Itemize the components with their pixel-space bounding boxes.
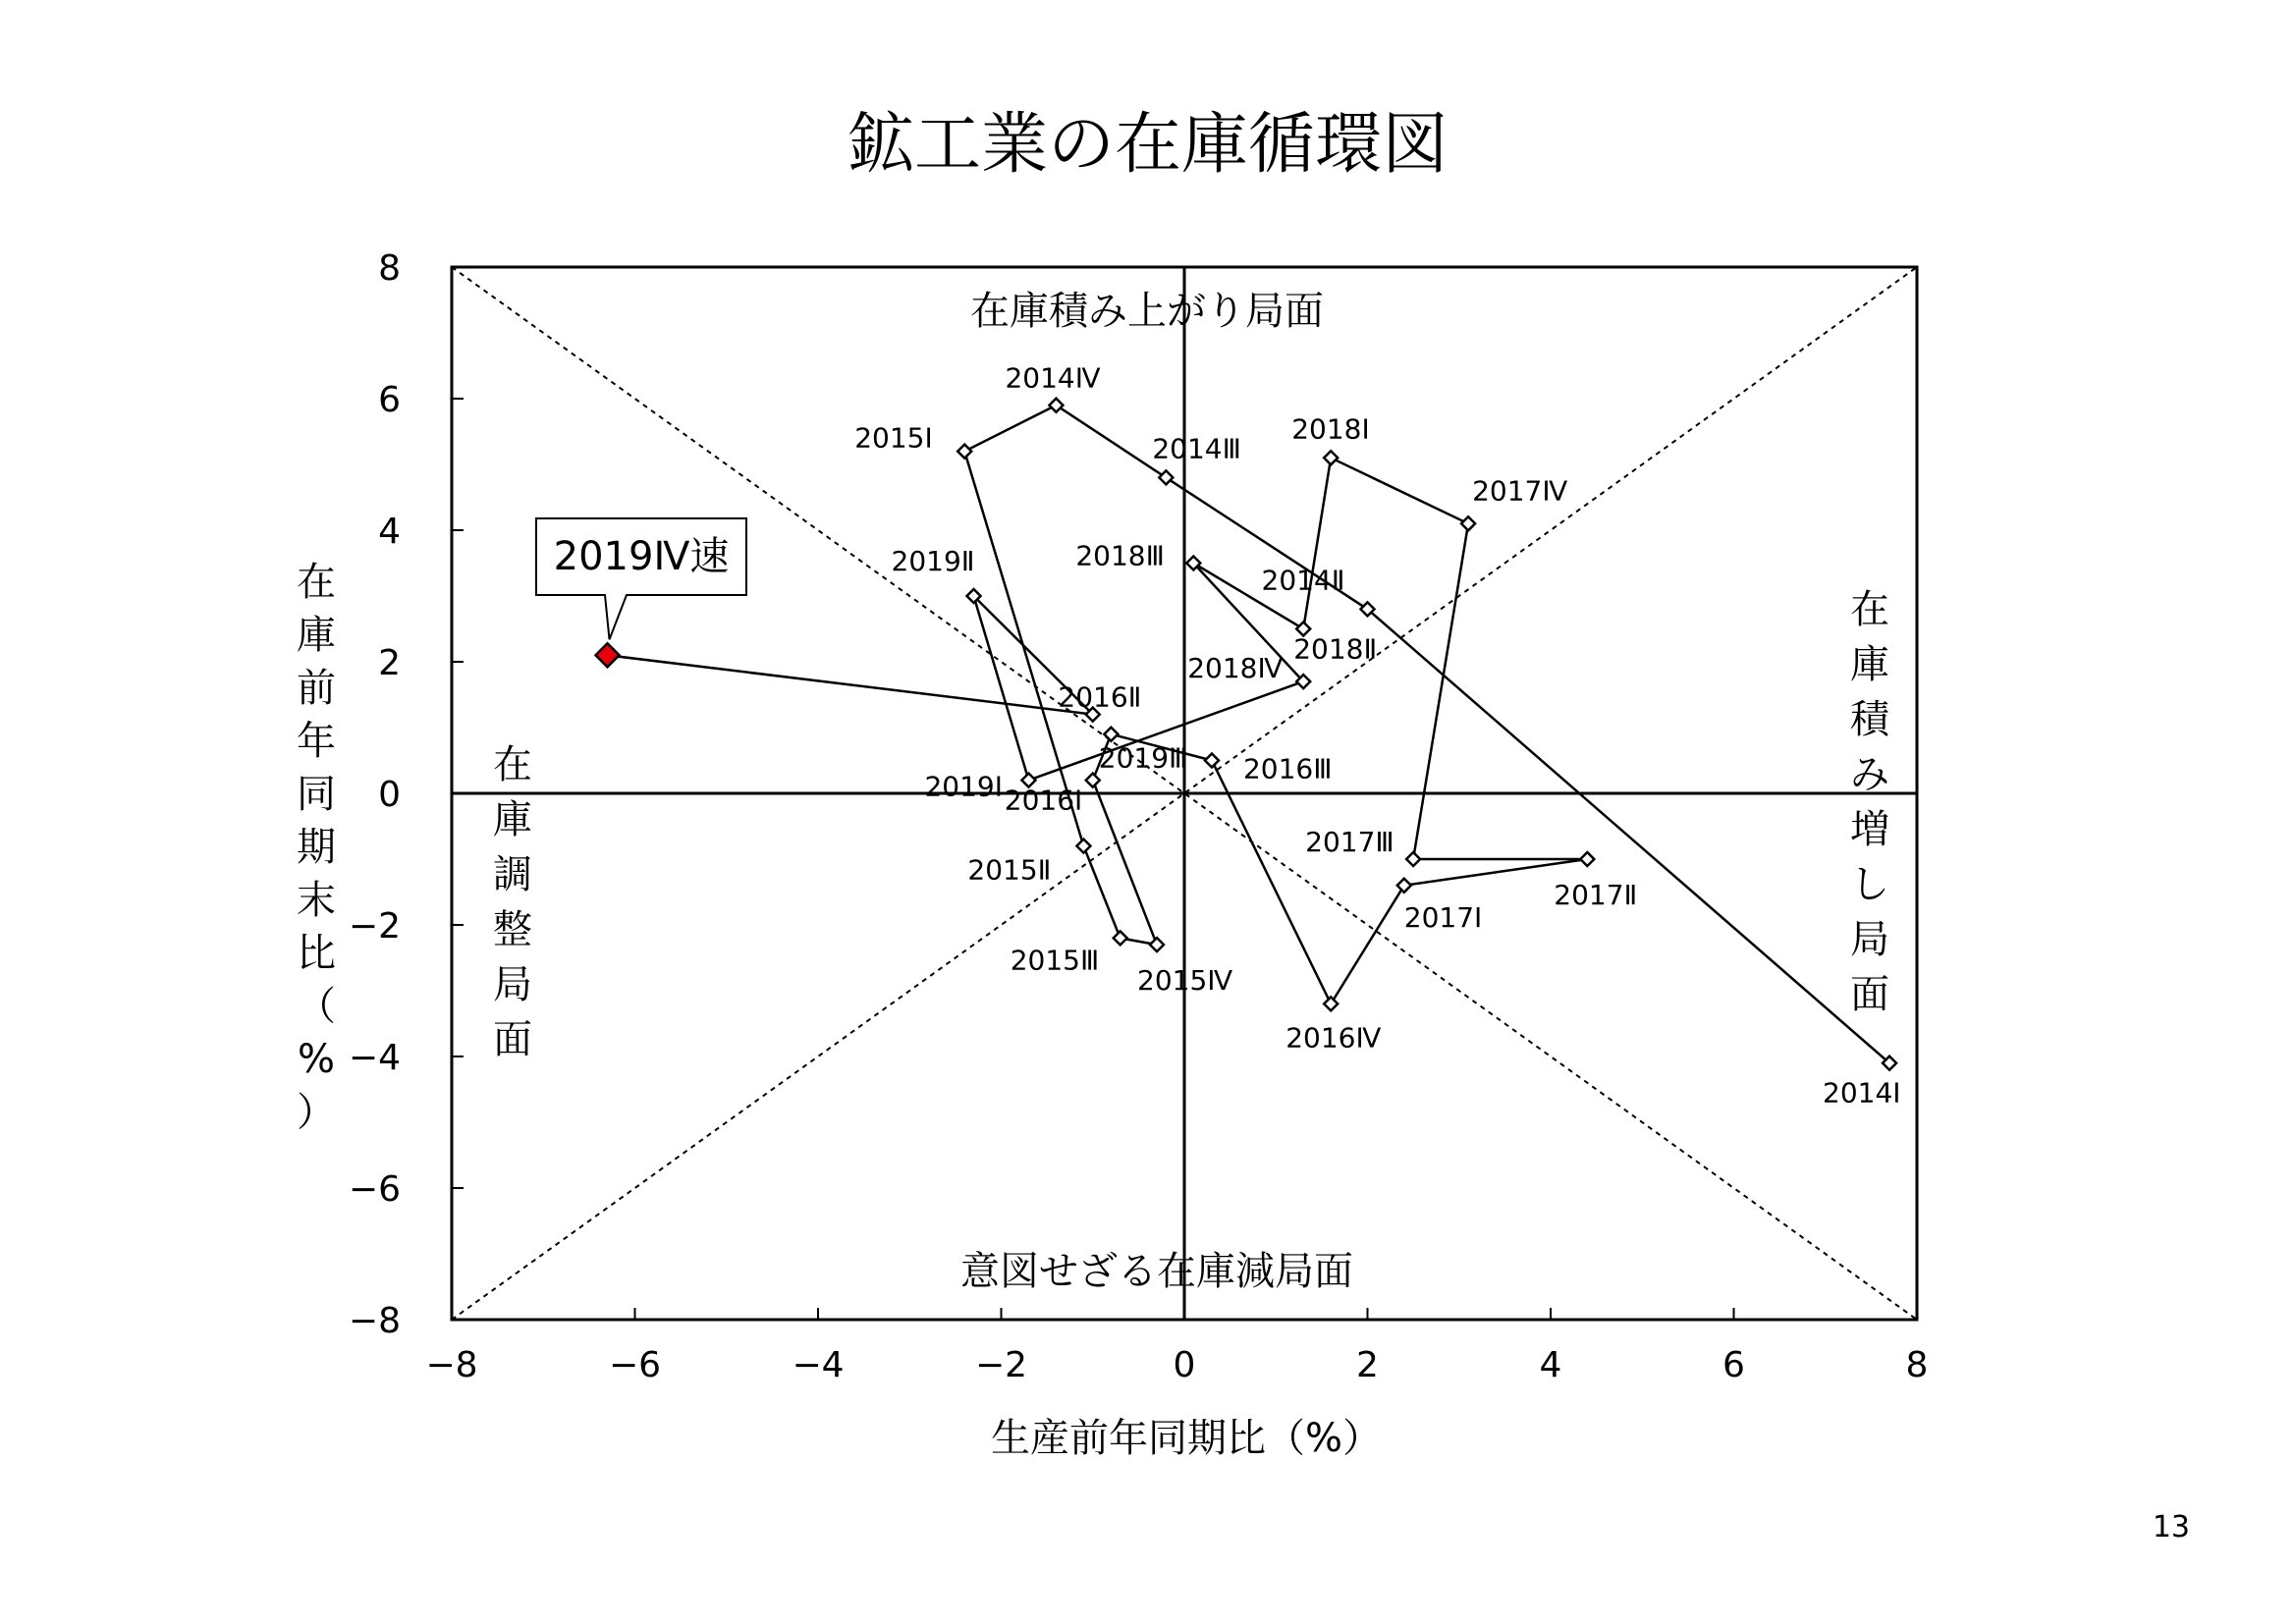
data-point-label: 2017Ⅱ <box>1554 879 1638 911</box>
data-point <box>1397 879 1411 893</box>
data-point-label: 2019Ⅰ <box>924 770 1003 803</box>
data-point <box>1324 451 1338 464</box>
cycle-path-line <box>608 406 1890 1063</box>
data-point-label: 2014Ⅰ <box>1823 1076 1901 1110</box>
y-tick-label: 6 <box>378 380 401 420</box>
data-point-label: 2016Ⅲ <box>1242 752 1333 785</box>
data-point <box>1114 931 1127 945</box>
page-number: 13 <box>2152 1510 2190 1544</box>
tick-labels <box>349 248 1929 1385</box>
y-tick-label: 2 <box>378 643 401 683</box>
x-tick-label: 0 <box>1173 1345 1196 1385</box>
data-point <box>1159 470 1173 484</box>
data-point-label: 2017Ⅳ <box>1472 474 1568 508</box>
x-tick-label: −8 <box>425 1345 478 1385</box>
data-point-label: 2019Ⅲ <box>1098 741 1188 775</box>
data-point <box>1205 754 1219 768</box>
data-point <box>1150 938 1164 951</box>
y-tick-label: 8 <box>378 248 401 289</box>
x-tick-label: 8 <box>1905 1345 1929 1385</box>
data-point-label: 2017Ⅲ <box>1305 826 1394 858</box>
data-point <box>1461 516 1475 530</box>
data-point-label: 2018Ⅲ <box>1075 539 1165 572</box>
data-point-label: 2015Ⅳ <box>1137 964 1233 998</box>
y-tick-label: 0 <box>378 775 401 815</box>
data-point-label: 2014Ⅲ <box>1152 432 1241 465</box>
y-tick-label: −4 <box>348 1038 401 1078</box>
data-point-label: 2015Ⅰ <box>854 421 933 455</box>
data-point <box>1406 852 1420 866</box>
page-title: 鉱工業の在庫循環図 <box>847 106 1449 184</box>
data-point-label: 2018Ⅰ <box>1291 412 1370 446</box>
data-point-label: 2018Ⅱ <box>1293 632 1378 666</box>
data-point <box>1324 997 1338 1010</box>
data-point-label: 2017Ⅰ <box>1403 900 1483 934</box>
y-tick-label: 4 <box>378 512 401 552</box>
data-point <box>957 445 971 459</box>
data-point-latest <box>596 643 620 667</box>
x-tick-label: −2 <box>974 1345 1028 1385</box>
x-tick-label: 6 <box>1722 1345 1745 1385</box>
data-point-label: 2019Ⅱ <box>891 545 975 577</box>
y-tick-label: −2 <box>348 906 401 947</box>
callout-text: 2019Ⅳ速 <box>553 534 730 579</box>
data-point <box>1049 399 1063 412</box>
data-point-label: 2018Ⅳ <box>1187 652 1284 685</box>
data-point-label: 2014Ⅳ <box>1005 361 1101 395</box>
latest-callout <box>536 518 746 639</box>
region-label-top: 在庫積み上がり局面 <box>970 289 1324 334</box>
x-axis-title: 生産前年同期比（%） <box>990 1416 1383 1461</box>
region-label-bottom: 意図せざる在庫減局面 <box>960 1249 1353 1294</box>
y-tick-label: −8 <box>348 1301 401 1341</box>
y-tick-label: −6 <box>348 1169 401 1210</box>
x-tick-label: −6 <box>608 1345 662 1385</box>
region-labels <box>297 289 1892 1294</box>
x-tick-label: 2 <box>1356 1345 1379 1385</box>
data-point <box>1580 852 1594 866</box>
region-label-right: 在庫積み増し局面 <box>1850 587 1889 1017</box>
y-axis-title: 在庫前年同期末比（%） <box>297 560 336 1135</box>
cycle-path <box>608 406 1890 1063</box>
data-point-label: 2015Ⅱ <box>967 853 1052 887</box>
data-point-label: 2016Ⅱ <box>1058 680 1142 714</box>
data-point <box>1086 774 1100 787</box>
data-point <box>1104 728 1118 741</box>
x-tick-label: −4 <box>792 1345 845 1385</box>
axis-titles <box>991 1416 1382 1461</box>
point-labels <box>854 362 1900 1110</box>
data-point <box>1076 839 1090 853</box>
data-point-label: 2016Ⅰ <box>1004 784 1083 817</box>
region-label-left: 在庫調整局面 <box>493 742 532 1062</box>
data-points <box>596 399 1897 1070</box>
x-tick-label: 4 <box>1539 1345 1562 1385</box>
data-point-label: 2014Ⅱ <box>1261 564 1345 597</box>
data-point-label: 2015Ⅲ <box>1010 944 1100 977</box>
data-point-label: 2016Ⅳ <box>1285 1021 1382 1055</box>
